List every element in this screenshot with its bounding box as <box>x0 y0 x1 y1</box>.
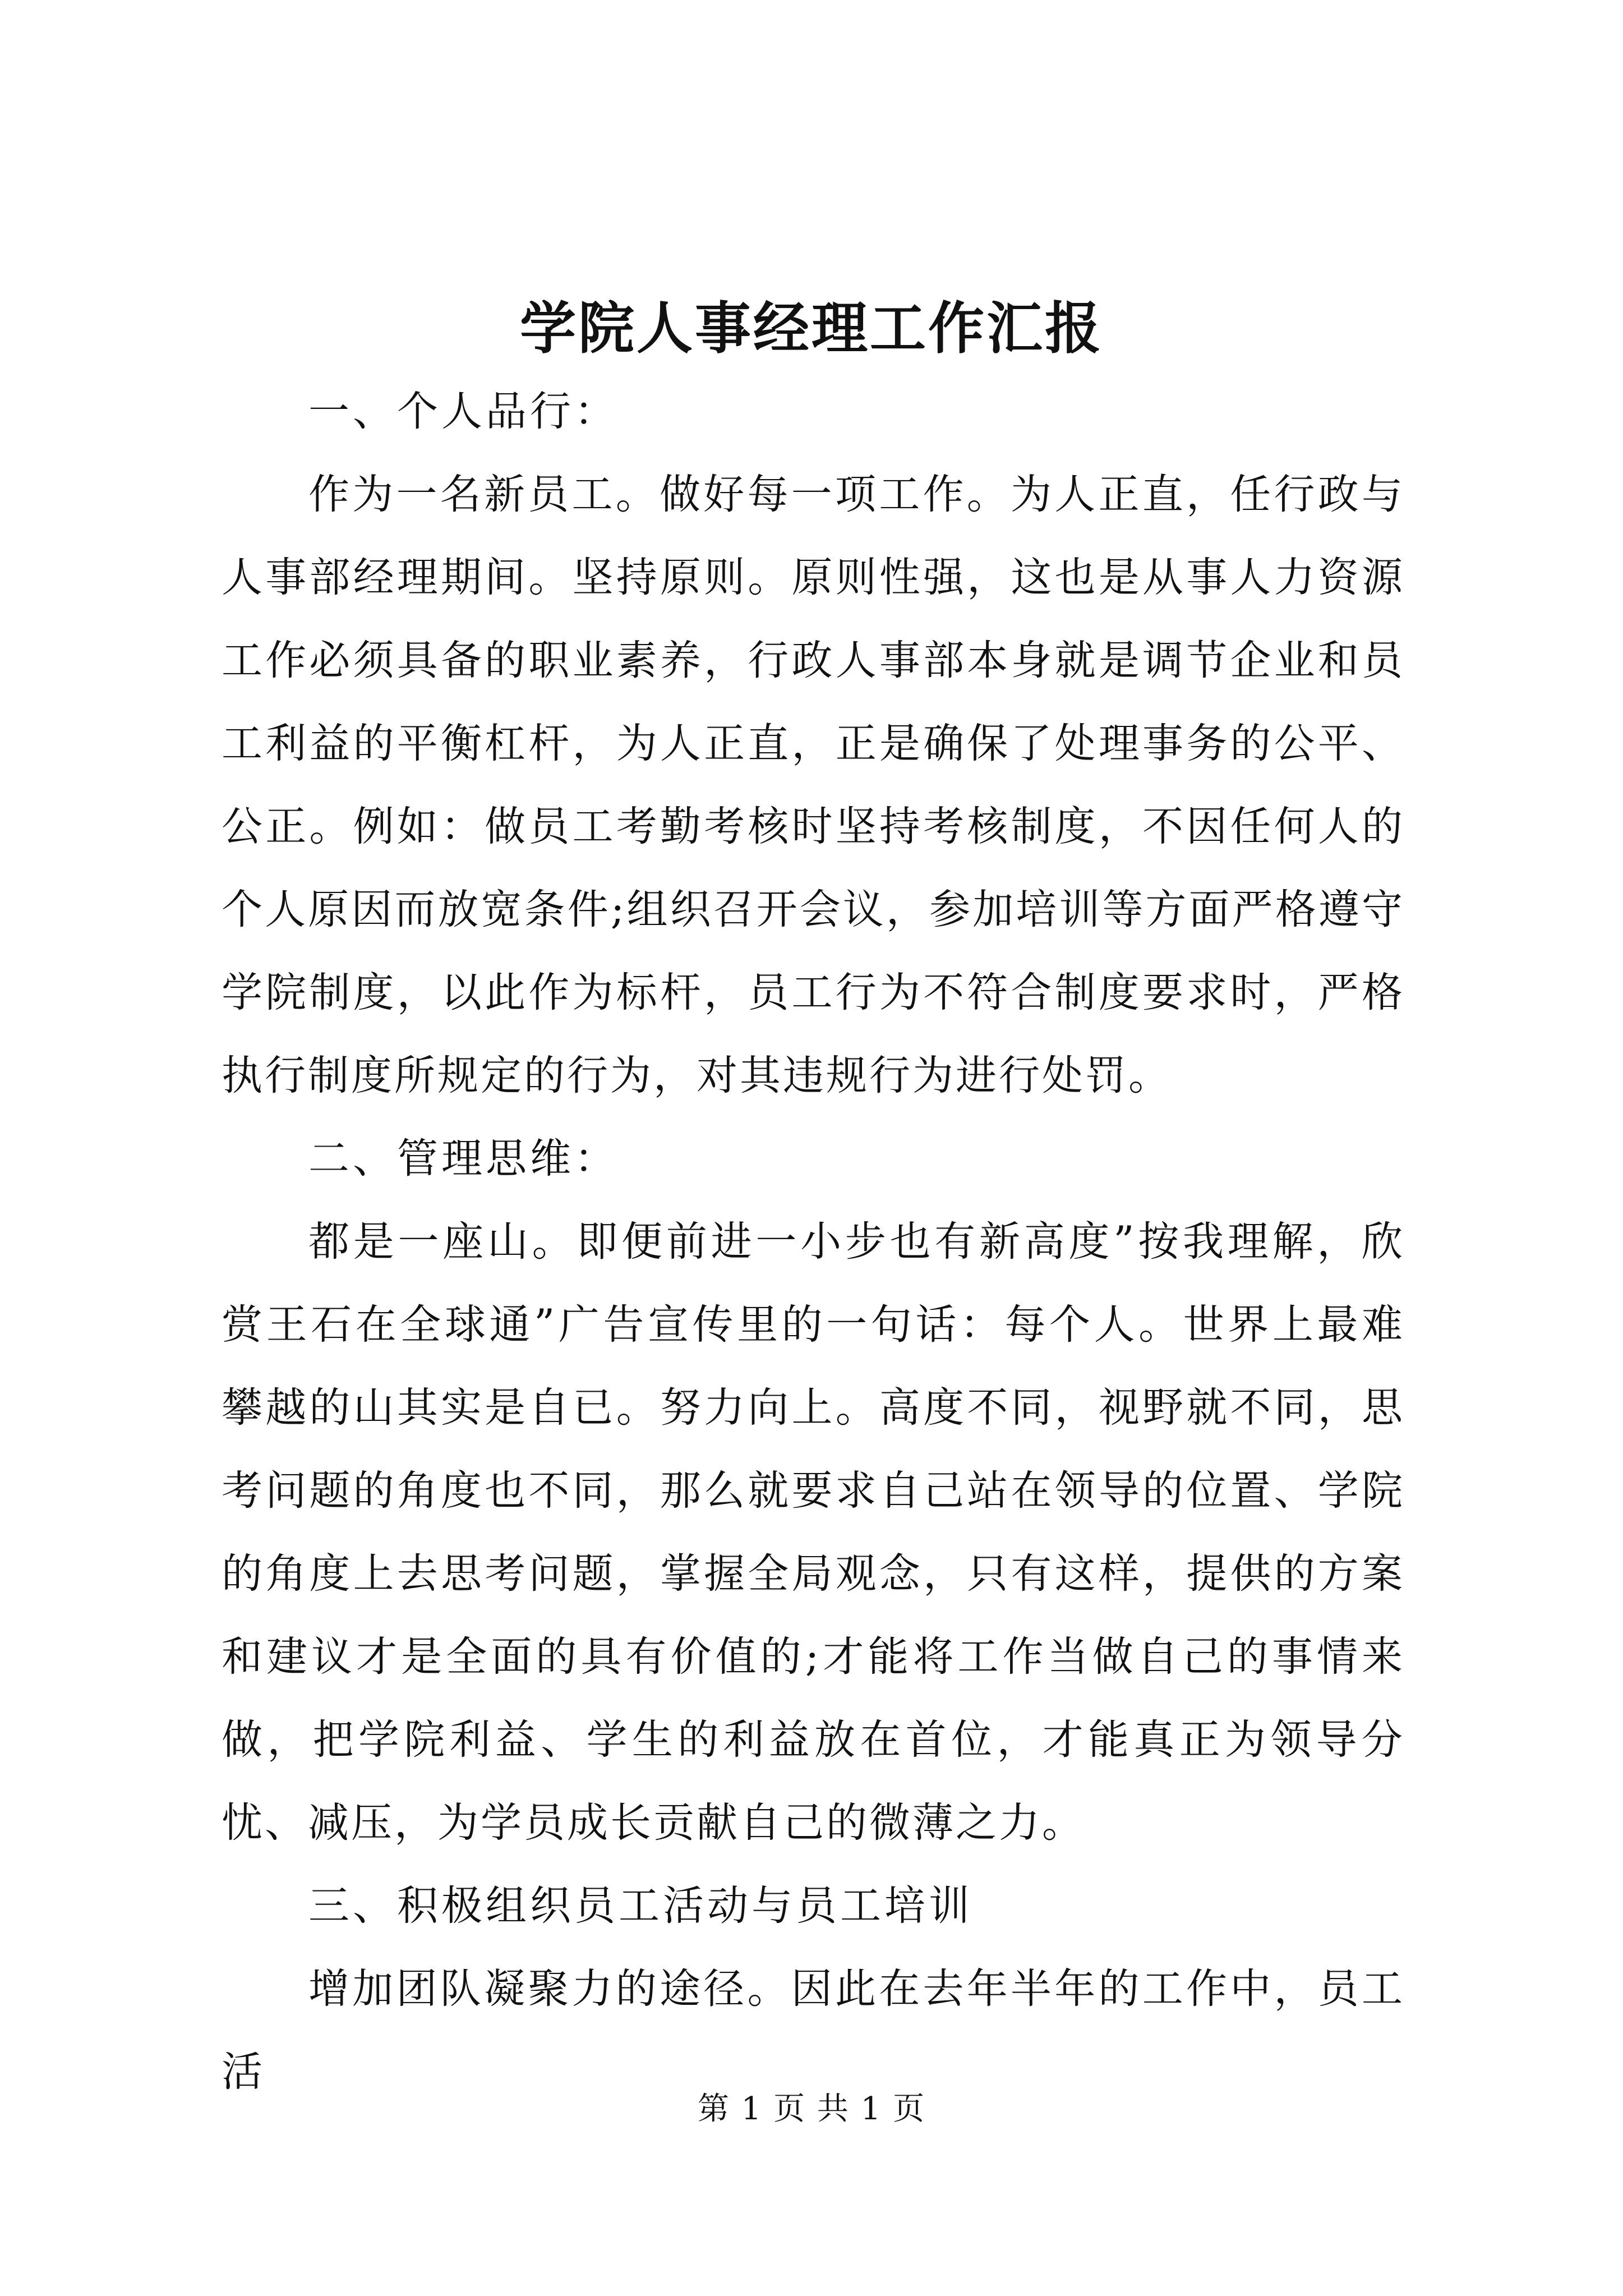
section-paragraph-2: 都是一座山。即便前进一小步也有新高度”按我理解，欣赏王石在全球通”广告宣传里的一句话：每个人。世界上最难攀越的山其实是自已。努力向上。高度不同，视野就不同，思考问题的角度也不同，那么就要求自己站在领导的位置、学院的角度上去思考问题，掌握全局观念，只有这样，提供的方案和建议才是全面的具有价值的;才能将工作当做自己的事情来做，把学院利益、学生的利益放在首位，才能真正为领导分忧、减压，为学员成长贡献自己的微薄之力。 <box>222 1218 1405 1847</box>
section-heading-2: 二、管理思维： <box>308 1135 619 1182</box>
page-number-footer: 第 1 页 共 1 页 <box>697 2091 926 2127</box>
section-heading-1: 一、个人品行： <box>308 388 619 435</box>
document-body <box>222 370 1405 2114</box>
section-paragraph-1: 作为一名新员工。做好每一项工作。为人正直，任行政与人事部经理期间。坚持原则。原则性强，这也是从事人力资源工作必须具备的职业素养，行政人事部本身就是调节企业和员工利益的平衡杠杆，为人正直，正是确保了处理事务的公平、公正。例如：做员工考勤考核时坚持考核制度，不因任何人的个人原因而放宽条件;组织召开会议，参加培训等方面严格遵守学院制度，以此作为标杆，员工行为不符合制度要求时，严格执行制度所规定的行为，对其违规行为进行处罚。 <box>222 471 1405 1099</box>
document-title: 学院人事经理工作汇报 <box>520 295 1103 361</box>
section-heading-3: 三、积极组织员工活动与员工培训 <box>308 1882 973 1930</box>
section-paragraph-3: 增加团队凝聚力的途径。因此在去年半年的工作中，员工活 <box>222 1965 1405 2096</box>
